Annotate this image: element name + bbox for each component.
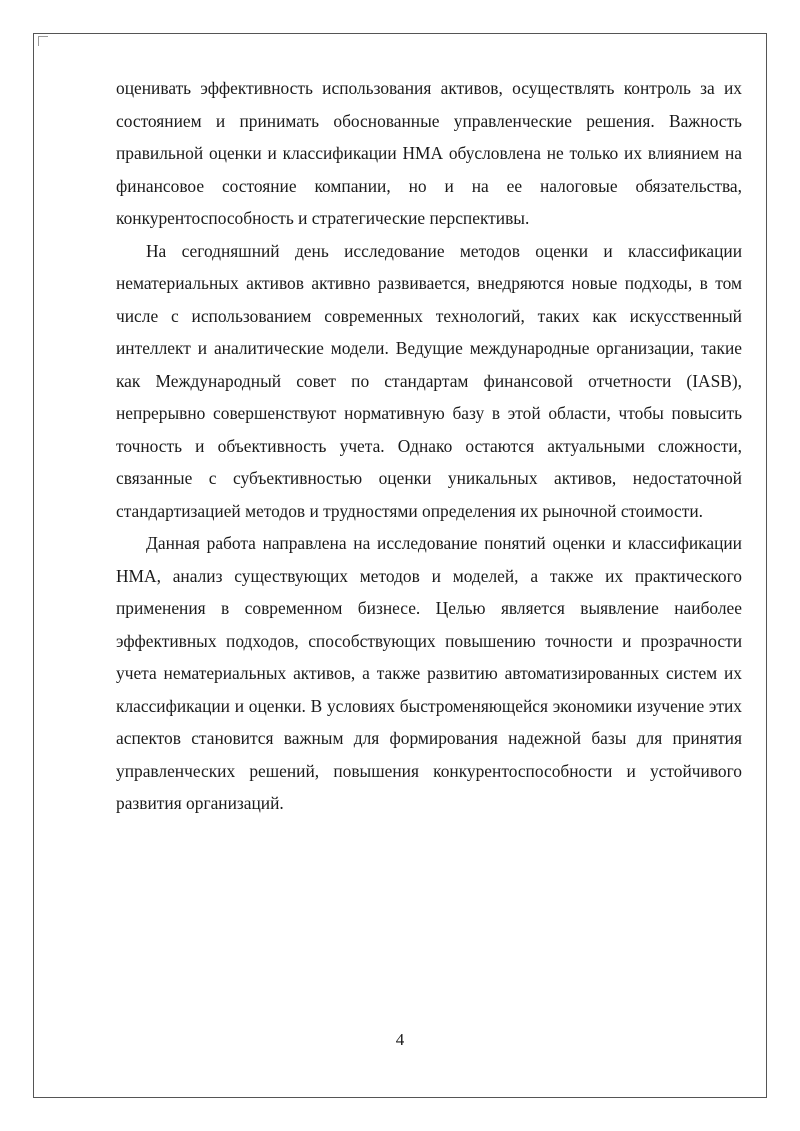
paragraph-work-goal: Данная работа направлена на исследование понятий оценки и классификации НМА, анализ существующих методов и моделей, а также их практического применения в современном бизнесе. Целью является выявление наиболее эффективных подходов, способствующих повышению точности и прозрачности учета нематериальных активов, а также развитию автоматизированных систем их классификации и оценки. В условиях быстроменяющейся экономики изучение этих аспектов становится важным для формирования надежной базы для принятия управленческих решений, повышения конкурентоспособности и устойчивого развития организаций. — [116, 533, 742, 813]
body-text — [116, 72, 742, 820]
page-number: 4 — [395, 1030, 405, 1049]
corner-crop-mark — [38, 36, 48, 46]
paragraph-research-state: На сегодняшний день исследование методов оценки и классификации нематериальных активов активно развивается, внедряются новые подходы, в том числе с использованием современных технологий, таких как искусственный интеллект и аналитические модели. Ведущие международные организации, такие как Международный совет по стандартам финансовой отчетности (IASB), непрерывно совершенствуют нормативную базу в этой области, чтобы повысить точность и объективность учета. Однако остаются актуальными сложности, связанные с субъективностью оценки уникальных активов, недостаточной стандартизацией методов и трудностями определения их рыночной стоимости. — [116, 240, 742, 521]
paragraph-continuation: оценивать эффективность использования активов, осуществлять контроль за их состоянием и принимать обоснованные управленческие решения. Важность правильной оценки и классификации НМА обусловлена не только их влиянием на финансовое состояние компании, но и на ее налоговые обязательства, конкурентоспособность и стратегические перспективы. — [116, 78, 742, 228]
